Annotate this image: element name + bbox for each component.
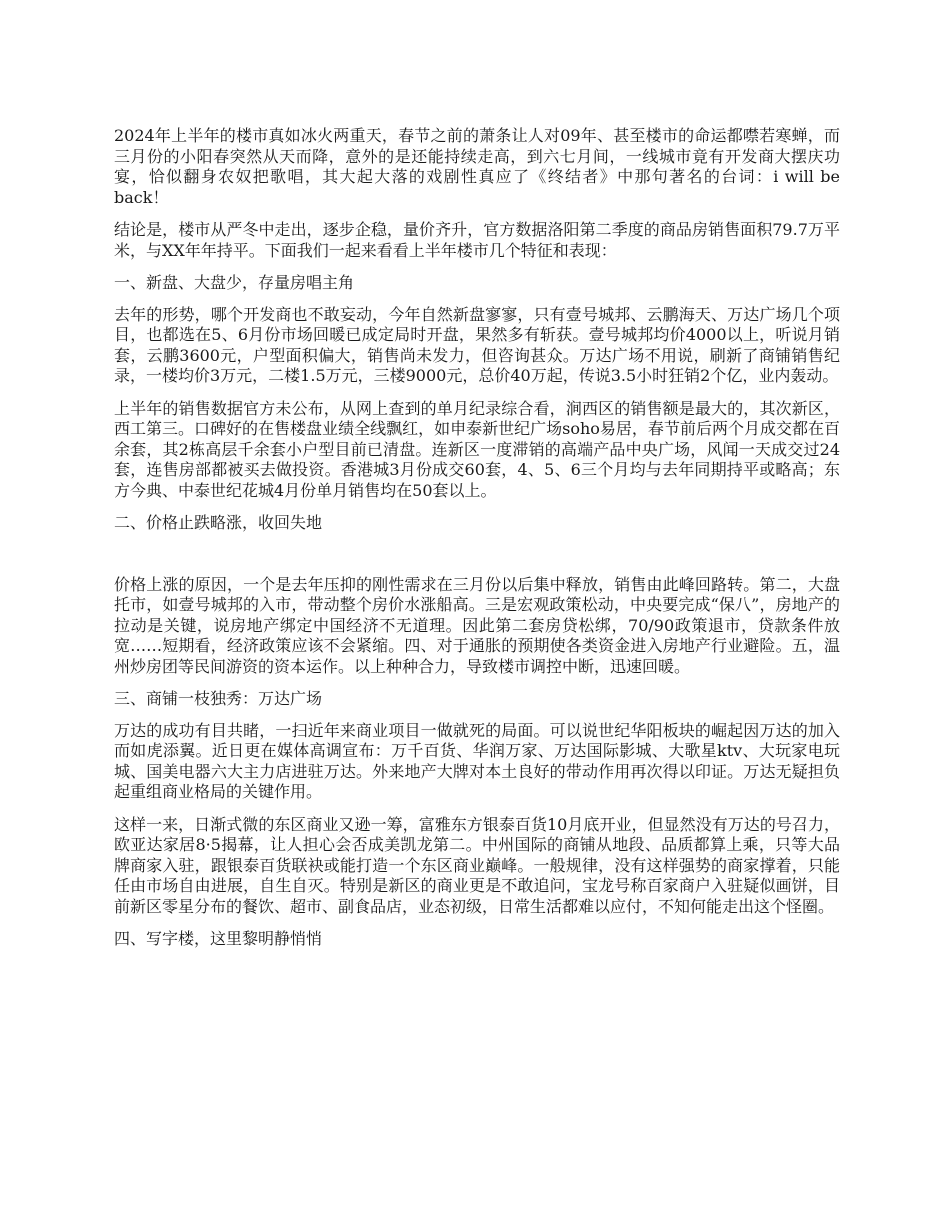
paragraph-new-projects: 去年的形势，哪个开发商也不敢妄动，今年自然新盘寥寥，只有壹号城邦、云鹏海天、万达广场几个项目，也都选在5、6月份市场回暖已成定局时开盘，果然多有斩获。壹号城邦均价4000以上，听说月销 套，云鹏3600元，户型面积偏大，销售尚未发力，但咨询甚众。万达广场不用说，刷新了商铺销售纪录，一楼均价3万元，二楼1.5万元，三楼9000元，总价40万起，传说3.5小时狂销2个亿，业内轰动。 xyxy=(114,304,840,385)
paragraph-conclusion: 结论是，楼市从严冬中走出，逐步企稳，量价齐升，官方数据洛阳第二季度的商品房销售面积79.7万平米，与XX年年持平。下面我们一起来看看上半年楼市几个特征和表现： xyxy=(114,220,840,260)
section-heading-4: 四、写字楼，这里黎明静悄悄 xyxy=(114,929,323,948)
paragraph-east-district: 这样一来，日渐式微的东区商业又逊一筹，富雅东方银泰百货10月底开业，但显然没有万达的号召力，欧亚达家居8·5揭幕，让人担心会否成美凯龙第二。中州国际的商铺从地段、品质都算上乘，只等大品牌商家入驻，跟银泰百货联袂或能打造一个东区商业巅峰。一般规律，没有这样强势的商家撑着，只能任由市场自由进展，自生自灭。特别是新区的商业更是不敢追问，宝龙号称百家商户入驻疑似画饼，目前新区零星分布的餐饮、超市、副食品店，业态初级，日常生活都难以应付，不知何能走出这个怪圈。 xyxy=(114,814,840,916)
paragraph-sales-data: 上半年的销售数据官方未公布，从网上查到的单月纪录综合看，涧西区的销售额是最大的，其次新区，西工第三。口碑好的在售楼盘业绩全线飘红，如申泰新世纪广场soho易居，春节前后两个月成交都在百余套，其2栋高层千余套小户型目前已清盘。连新区一度滞销的高端产品中央广场，风闻一天成交过24套，连售房部都被买去做投资。香港城3月份成交60套，4、5、6三个月均与去年同期持平或略高；东方今典、中泰世纪花城4月份单月销售均在50套以上。 xyxy=(114,398,840,500)
paragraph-price-reasons: 价格上涨的原因，一个是去年压抑的刚性需求在三月份以后集中释放，销售由此峰回路转。第二，大盘托市，如壹号城邦的入市，带动整个房价水涨船高。三是宏观政策松动，中央要完成“保八”，房地产的拉动是关键，说房地产绑定中国经济不无道理。因此第二套房贷松绑，70/90政策退市，贷款条件放宽……短期看，经济政策应该不会紧缩。四、对于通胀的预期使各类资金进入房地产行业避险。五，温州炒房团等民间游资的资本运作。以上种种合力，导致楼市调控中断，迅速回暖。 xyxy=(114,574,840,676)
section-heading-3: 三、商铺一枝独秀：万达广场 xyxy=(114,689,323,708)
section-heading-1: 一、新盘、大盘少，存量房唱主角 xyxy=(114,273,355,292)
paragraph-wanda: 万达的成功有目共睹，一扫近年来商业项目一做就死的局面。可以说世纪华阳板块的崛起因万达的加入而如虎添翼。近日更在媒体高调宣布：万千百货、华润万家、万达国际影城、大歌星ktv、大玩家电玩城、国美电器六大主力店进驻万达。外来地产大牌对本土良好的带动作用再次得以印证。万达无疑担负起重组商业格局的关键作用。 xyxy=(114,720,840,801)
paragraph-intro: 2024年上半年的楼市真如冰火两重天，春节之前的萧条让人对09年、甚至楼市的命运都噤若寒蝉，而三月份的小阳春突然从天而降，意外的是还能持续走高，到六七月间，一线城市竟有开发商大摆庆功宴，恰似翻身农奴把歌唱，其大起大落的戏剧性真应了《终结者》中那句著名的台词：i will be back！ xyxy=(114,126,840,207)
blank-space xyxy=(114,545,840,575)
section-heading-2: 二、价格止跌略涨，收回失地 xyxy=(114,513,323,532)
document-body xyxy=(114,126,840,961)
